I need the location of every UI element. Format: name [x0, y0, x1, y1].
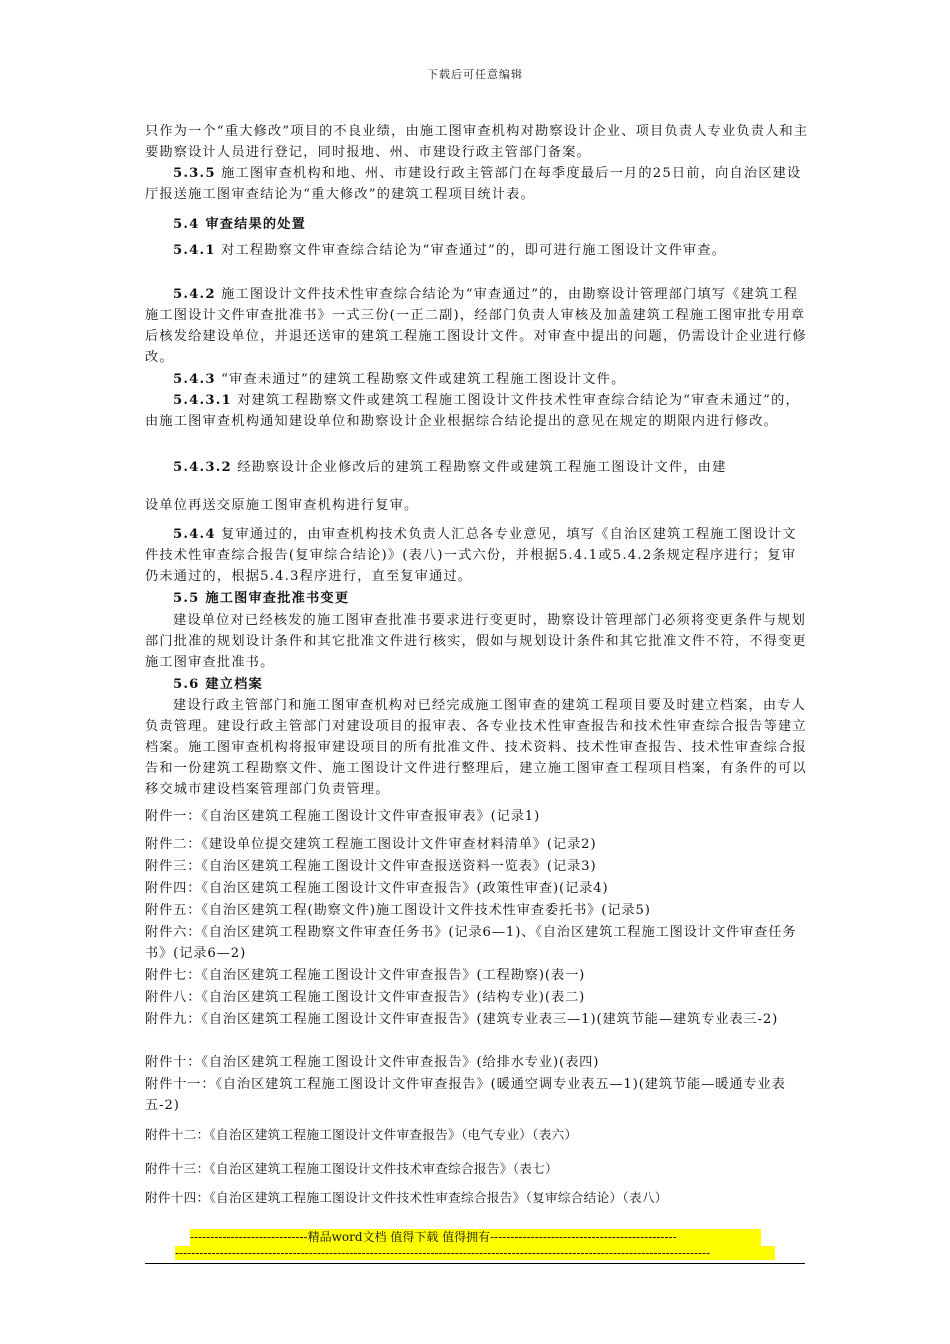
clause-number: 5.4.1 [173, 243, 216, 258]
paragraph-5-4-3-1 [145, 390, 809, 432]
clause-number: 5.4.4 [173, 527, 216, 542]
clause-text: 对工程勘察文件审查综合结论为“审查通过”的，即可进行施工图设计文件审查。 [215, 243, 727, 258]
clause-number: 5.4.3.2 [173, 460, 232, 475]
attachment-item: 附件九：《自治区建筑工程施工图设计文件审查报告》(建筑专业表三—1)(建筑节能—建筑专业表三-2) [145, 1012, 779, 1027]
attachment-item: 附件四：《自治区建筑工程施工图设计文件审查报告》(政策性审查)(记录4) [145, 881, 609, 896]
attachment-item: 附件一：《自治区建筑工程施工图设计文件审查报审表》(记录1) [145, 809, 541, 824]
paragraph-5-4-4 [145, 524, 809, 587]
paragraph-5-4-2 [145, 284, 809, 368]
clause-number: 5.4.2 [173, 287, 216, 302]
attachment-item: 附件十二：《自治区建筑工程施工图设计文件审查报告》（电气专业）（表六） [145, 1127, 578, 1142]
section-heading-5-5: 5.5 施工图审查批准书变更 [173, 591, 350, 606]
paragraph-continuation: 只作为一个“重大修改”项目的不良业绩，由施工图审查机构对勘察设计企业、项目负责人专业负责人和主要勘察设计人员进行登记，同时报地、州、市建设行政主管部门备案。 [145, 124, 809, 160]
attachment-item: 附件二：《建设单位提交建筑工程施工图设计文件审查材料清单》(记录2) [145, 837, 597, 852]
paragraph-5-6: 建设行政主管部门和施工图审查机构对已经完成施工图审查的建筑工程项目要及时建立档案，由专人负责管理。建设行政主管部门对建设项目的报审表、各专业技术性审查报告和技术性审查综合报告等建立档案。施工图审查机构将报审建设项目的所有批准文件、技术资料、技术性审查报告、技术性审查综合报告和一份建筑工程勘察文件、施工图设计文件进行整理后，建立施工图审查工程项目档案，有条件的可以移交城市建设档案管理部门负责管理。 [145, 698, 807, 797]
paragraph-5-4-1 [145, 240, 809, 261]
paragraph-5-4-3-2 [145, 457, 809, 478]
attachment-item: 附件七：《自治区建筑工程施工图设计文件审查报告》(工程勘察)(表一) [145, 968, 586, 983]
paragraph-5-5: 建设单位对已经核发的施工图审查批准书要求进行变更时，勘察设计管理部门必须将变更条件与规划部门批准的规划设计条件和其它批准文件进行核实，假如与规划设计条件和其它批准文件不符，不得变更施工图审查批准书。 [145, 613, 807, 670]
attachment-item: 附件八：《自治区建筑工程施工图设计文件审查报告》(结构专业)(表二) [145, 990, 586, 1005]
clause-number: 5.4.3.1 [173, 393, 232, 408]
clause-text: 经勘察设计企业修改后的建筑工程勘察文件或建筑工程施工图设计文件，由建 [231, 460, 727, 475]
attachment-item: 附件十一：《自治区建筑工程施工图设计文件审查报告》(暖通空调专业表五—1)(建筑节能—暖通专业表五-2) [145, 1077, 786, 1113]
clause-number: 5.4.3 [173, 372, 216, 387]
attachment-item: 附件十：《自治区建筑工程施工图设计文件审查报告》(给排水专业)(表四) [145, 1055, 600, 1070]
attachment-item: 附件十四：《自治区建筑工程施工图设计文件技术性审查综合报告》（复审综合结论）（表八） [145, 1190, 668, 1205]
section-heading-5-4: 5.4 审查结果的处置 [173, 217, 307, 232]
footer-dash-line: ------------------------------------------------------------------------------------------------------------------------------------ [175, 1246, 775, 1260]
attachment-item: 附件五：《自治区建筑工程(勘察文件)施工图设计文件技术性审查委托书》(记录5) [145, 903, 651, 918]
paragraph-5-4-3-2-cont: 设单位再送交原施工图审查机构进行复审。 [145, 498, 419, 513]
attachment-item: 附件三：《自治区建筑工程施工图设计文件审查报送资料一览表》(记录3) [145, 859, 597, 874]
footer-banner: -----------------------------精品word文档 值得下载 值得拥有---------------------------------------------- [190, 1229, 761, 1246]
clause-text: 施工图审查机构和地、州、市建设行政主管部门在每季度最后一月的25日前，向自治区建设厅报送施工图审查结论为“重大修改”的建筑工程项目统计表。 [145, 166, 802, 202]
footer-rule [145, 1263, 805, 1264]
page-header: 下载后可任意编辑 [427, 68, 523, 81]
clause-text: “审查未通过”的建筑工程勘察文件或建筑工程施工图设计文件。 [215, 372, 626, 387]
attachment-item: 附件六：《自治区建筑工程勘察文件审查任务书》(记录6—1)、《自治区建筑工程施工图设计文件审查任务书》(记录6—2) [145, 925, 797, 961]
paragraph-5-3-5 [145, 163, 809, 205]
clause-text: 施工图设计文件技术性审查综合结论为“审查通过”的，由勘察设计管理部门填写《建筑工程施工图设计文件审查批准书》一式三份(一正二副)，经部门负责人审核及加盖建筑工程施工图审批专用章后核发给建设单位，并退还送审的建筑工程施工图设计文件。对审查中提出的问题，仍需设计企业进行修改。 [145, 287, 807, 365]
clause-text: 复审通过的，由审查机构技术负责人汇总各专业意见，填写《自治区建筑工程施工图设计文件技术性审查综合报告(复审综合结论)》(表八)一式六份，并根据5.4.1或5.4.2条规定程序进行；复审仍未通过的，根据5.4.3程序进行，直至复审通过。 [145, 527, 797, 584]
clause-text: 对建筑工程勘察文件或建筑工程施工图设计文件技术性审查综合结论为“审查未通过”的，由施工图审查机构通知建设单位和勘察设计企业根据综合结论提出的意见在规定的期限内进行修改。 [145, 393, 800, 429]
attachment-item: 附件十三：《自治区建筑工程施工图设计文件技术审查综合报告》（表七） [145, 1161, 558, 1176]
clause-number: 5.3.5 [173, 166, 216, 181]
section-heading-5-6: 5.6 建立档案 [173, 677, 263, 692]
paragraph-5-4-3 [145, 369, 809, 390]
